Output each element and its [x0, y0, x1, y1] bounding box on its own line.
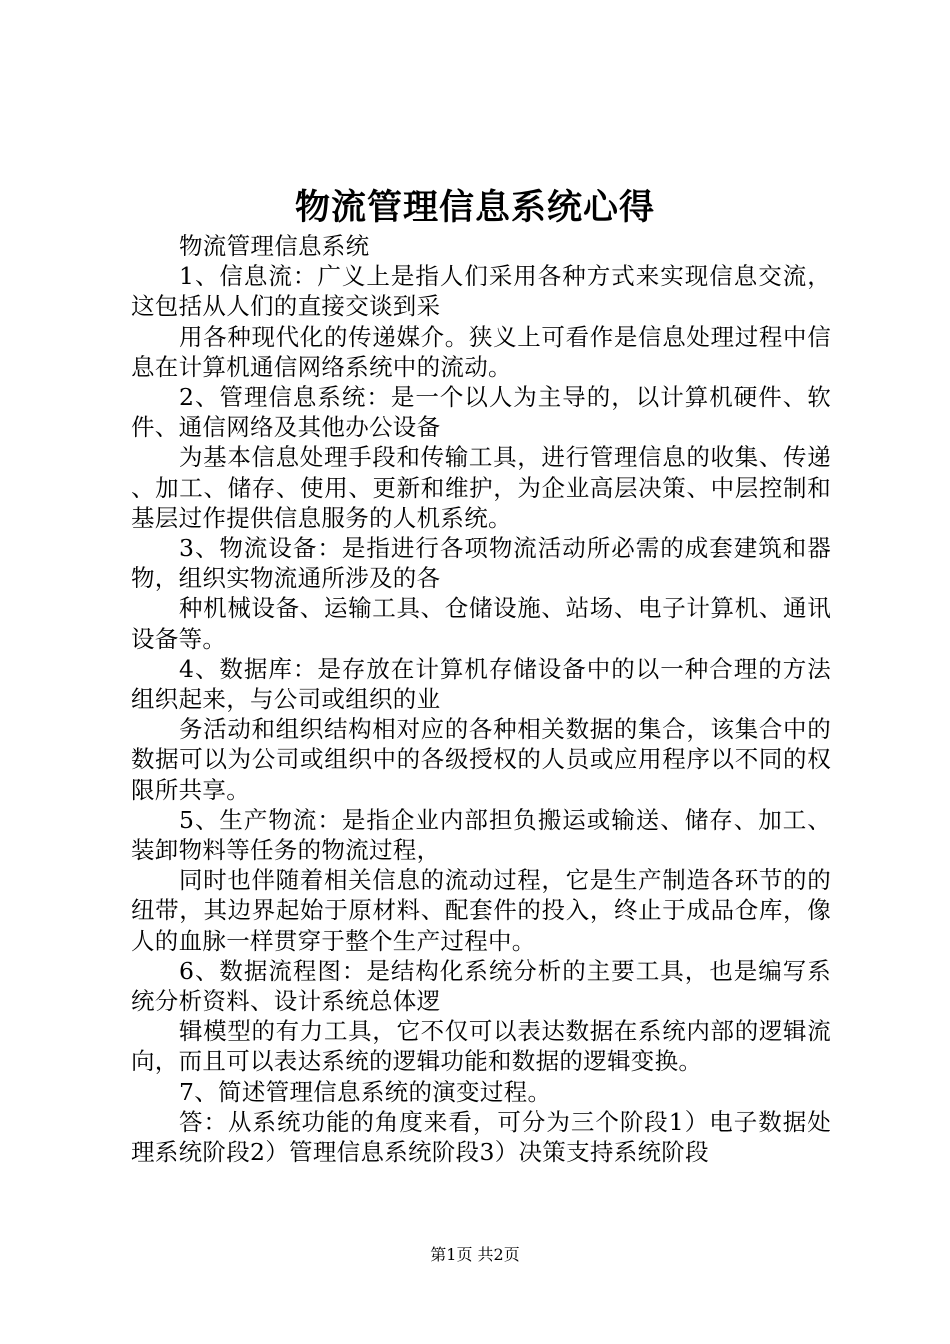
paragraph: 用各种现代化的传递媒介。狭义上可看作是信息处理过程中信息在计算机通信网络系统中的流动。: [131, 322, 831, 381]
paragraph: 3、物流设备：是指进行各项物流活动所必需的成套建筑和器物，组织实物流通所涉及的各: [131, 534, 831, 593]
document-body: [131, 231, 831, 1167]
paragraph: 种机械设备、运输工具、仓储设施、站场、电子计算机、通讯设备等。: [131, 594, 831, 653]
page-number-footer: 第1页 共2页: [430, 1245, 520, 1264]
paragraph: 4、数据库：是存放在计算机存储设备中的以一种合理的方法组织起来，与公司或组织的业: [131, 654, 831, 714]
paragraph: 6、数据流程图：是结构化系统分析的主要工具，也是编写系统分析资料、设计系统总体逻: [131, 956, 831, 1016]
page-title: 物流管理信息系统心得: [294, 187, 655, 228]
paragraph: 7、简述管理信息系统的演变过程。: [179, 1077, 552, 1106]
paragraph: 务活动和组织结构相对应的各种相关数据的集合，该集合中的数据可以为公司或组织中的各级授权的人员或应用程序以不同的权限所共享。: [131, 715, 831, 804]
paragraph: 1、信息流：广义上是指人们采用各种方式来实现信息交流，这包括从人们的直接交谈到采: [131, 262, 831, 321]
paragraph: 5、生产物流：是指企业内部担负搬运或输送、储存、加工、装卸物料等任务的物流过程，: [131, 805, 831, 865]
paragraph: 答：从系统功能的角度来看，可分为三个阶段1）电子数据处理系统阶段2）管理信息系统阶段3）决策支持系统阶段: [131, 1107, 831, 1167]
paragraph: 辑模型的有力工具，它不仅可以表达数据在系统内部的逻辑流向，而且可以表达系统的逻辑功能和数据的逻辑变换。: [131, 1017, 831, 1076]
paragraph: 2、管理信息系统：是一个以人为主导的，以计算机硬件、软件、通信网络及其他办公设备: [131, 383, 831, 442]
paragraph-heading: 物流管理信息系统: [179, 232, 370, 260]
paragraph: 同时也伴随着相关信息的流动过程，它是生产制造各环节的的纽带，其边界起始于原材料、配套件的投入，终止于成品仓库，像人的血脉一样贯穿于整个生产过程中。: [131, 866, 831, 955]
paragraph: 为基本信息处理手段和传输工具，进行管理信息的收集、传递、加工、储存、使用、更新和维护，为企业高层决策、中层控制和基层过作提供信息服务的人机系统。: [131, 443, 831, 532]
